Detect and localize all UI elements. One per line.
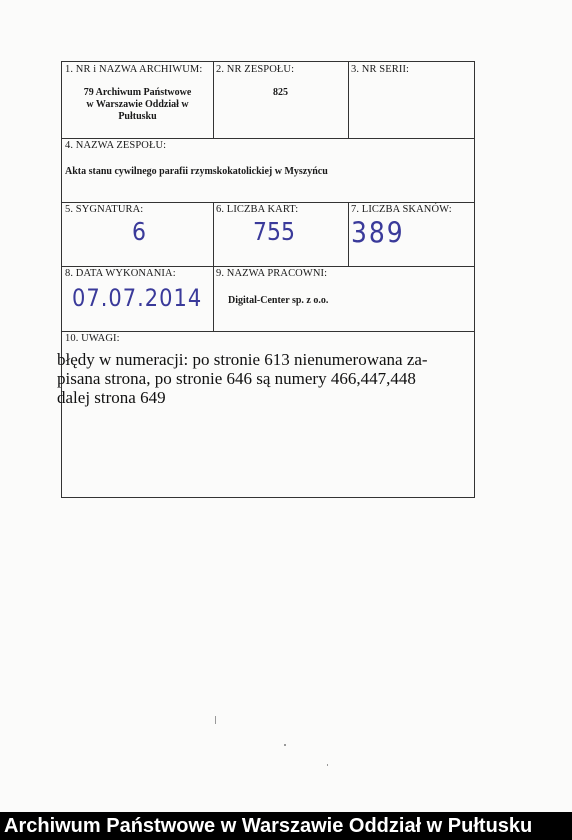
scan-count-label: 7. LICZBA SKANÓW: <box>351 204 452 215</box>
card-count-cell <box>213 202 348 266</box>
scan-speck <box>284 744 286 746</box>
studio-label: 9. NAZWA PRACOWNI: <box>216 268 328 279</box>
studio-value: Digital-Center sp. z o.o. <box>228 295 329 306</box>
notes-label: 10. UWAGI: <box>65 333 120 344</box>
archive-line: Pułtusku <box>118 111 157 122</box>
scan-count-value: 389 <box>351 215 405 250</box>
fonds-name-label: 4. NAZWA ZESPOŁU: <box>65 140 167 151</box>
archive-footer-banner: Archiwum Państwowe w Warszawie Oddział w Pułtusku <box>0 812 572 840</box>
fonds-number-cell <box>213 62 348 138</box>
studio-cell <box>213 266 475 331</box>
metadata-card <box>57 61 475 498</box>
scan-speck <box>327 764 328 766</box>
notes-line: błędy w numeracji: po stronie 613 nienumerowana za- <box>57 350 428 369</box>
fonds-number-label: 2. NR ZESPOŁU: <box>216 64 295 75</box>
series-number-cell <box>348 62 475 138</box>
date-value: 07.07.2014 <box>72 284 203 312</box>
fonds-name-cell <box>62 138 475 202</box>
scan-count-cell <box>348 202 475 266</box>
scan-speck <box>215 716 216 724</box>
signature-cell <box>62 202 213 266</box>
notes-line: pisana strona, po stronie 646 są numery 466,447,448 <box>57 369 416 388</box>
archive-cell <box>62 62 213 138</box>
card-count-value: 755 <box>253 218 295 247</box>
archive-value <box>62 87 213 123</box>
notes-line: dalej strona 649 <box>57 388 166 407</box>
fonds-name-value: Akta stanu cywilnego parafii rzymskokatolickiej w Myszyńcu <box>65 166 328 177</box>
fonds-number-value: 825 <box>273 87 288 98</box>
series-number-label: 3. NR SERII: <box>351 64 410 75</box>
date-label: 8. DATA WYKONANIA: <box>65 268 176 279</box>
archive-line: w Warszawie Oddział w <box>86 99 189 110</box>
signature-label: 5. SYGNATURA: <box>65 204 144 215</box>
card-count-label: 6. LICZBA KART: <box>216 204 299 215</box>
signature-value: 6 <box>132 218 146 247</box>
archive-line: 79 Archiwum Państwowe <box>83 87 192 98</box>
date-cell <box>62 266 213 331</box>
archive-label: 1. NR i NAZWA ARCHIWUM: <box>65 64 203 75</box>
notes-value <box>57 350 457 407</box>
